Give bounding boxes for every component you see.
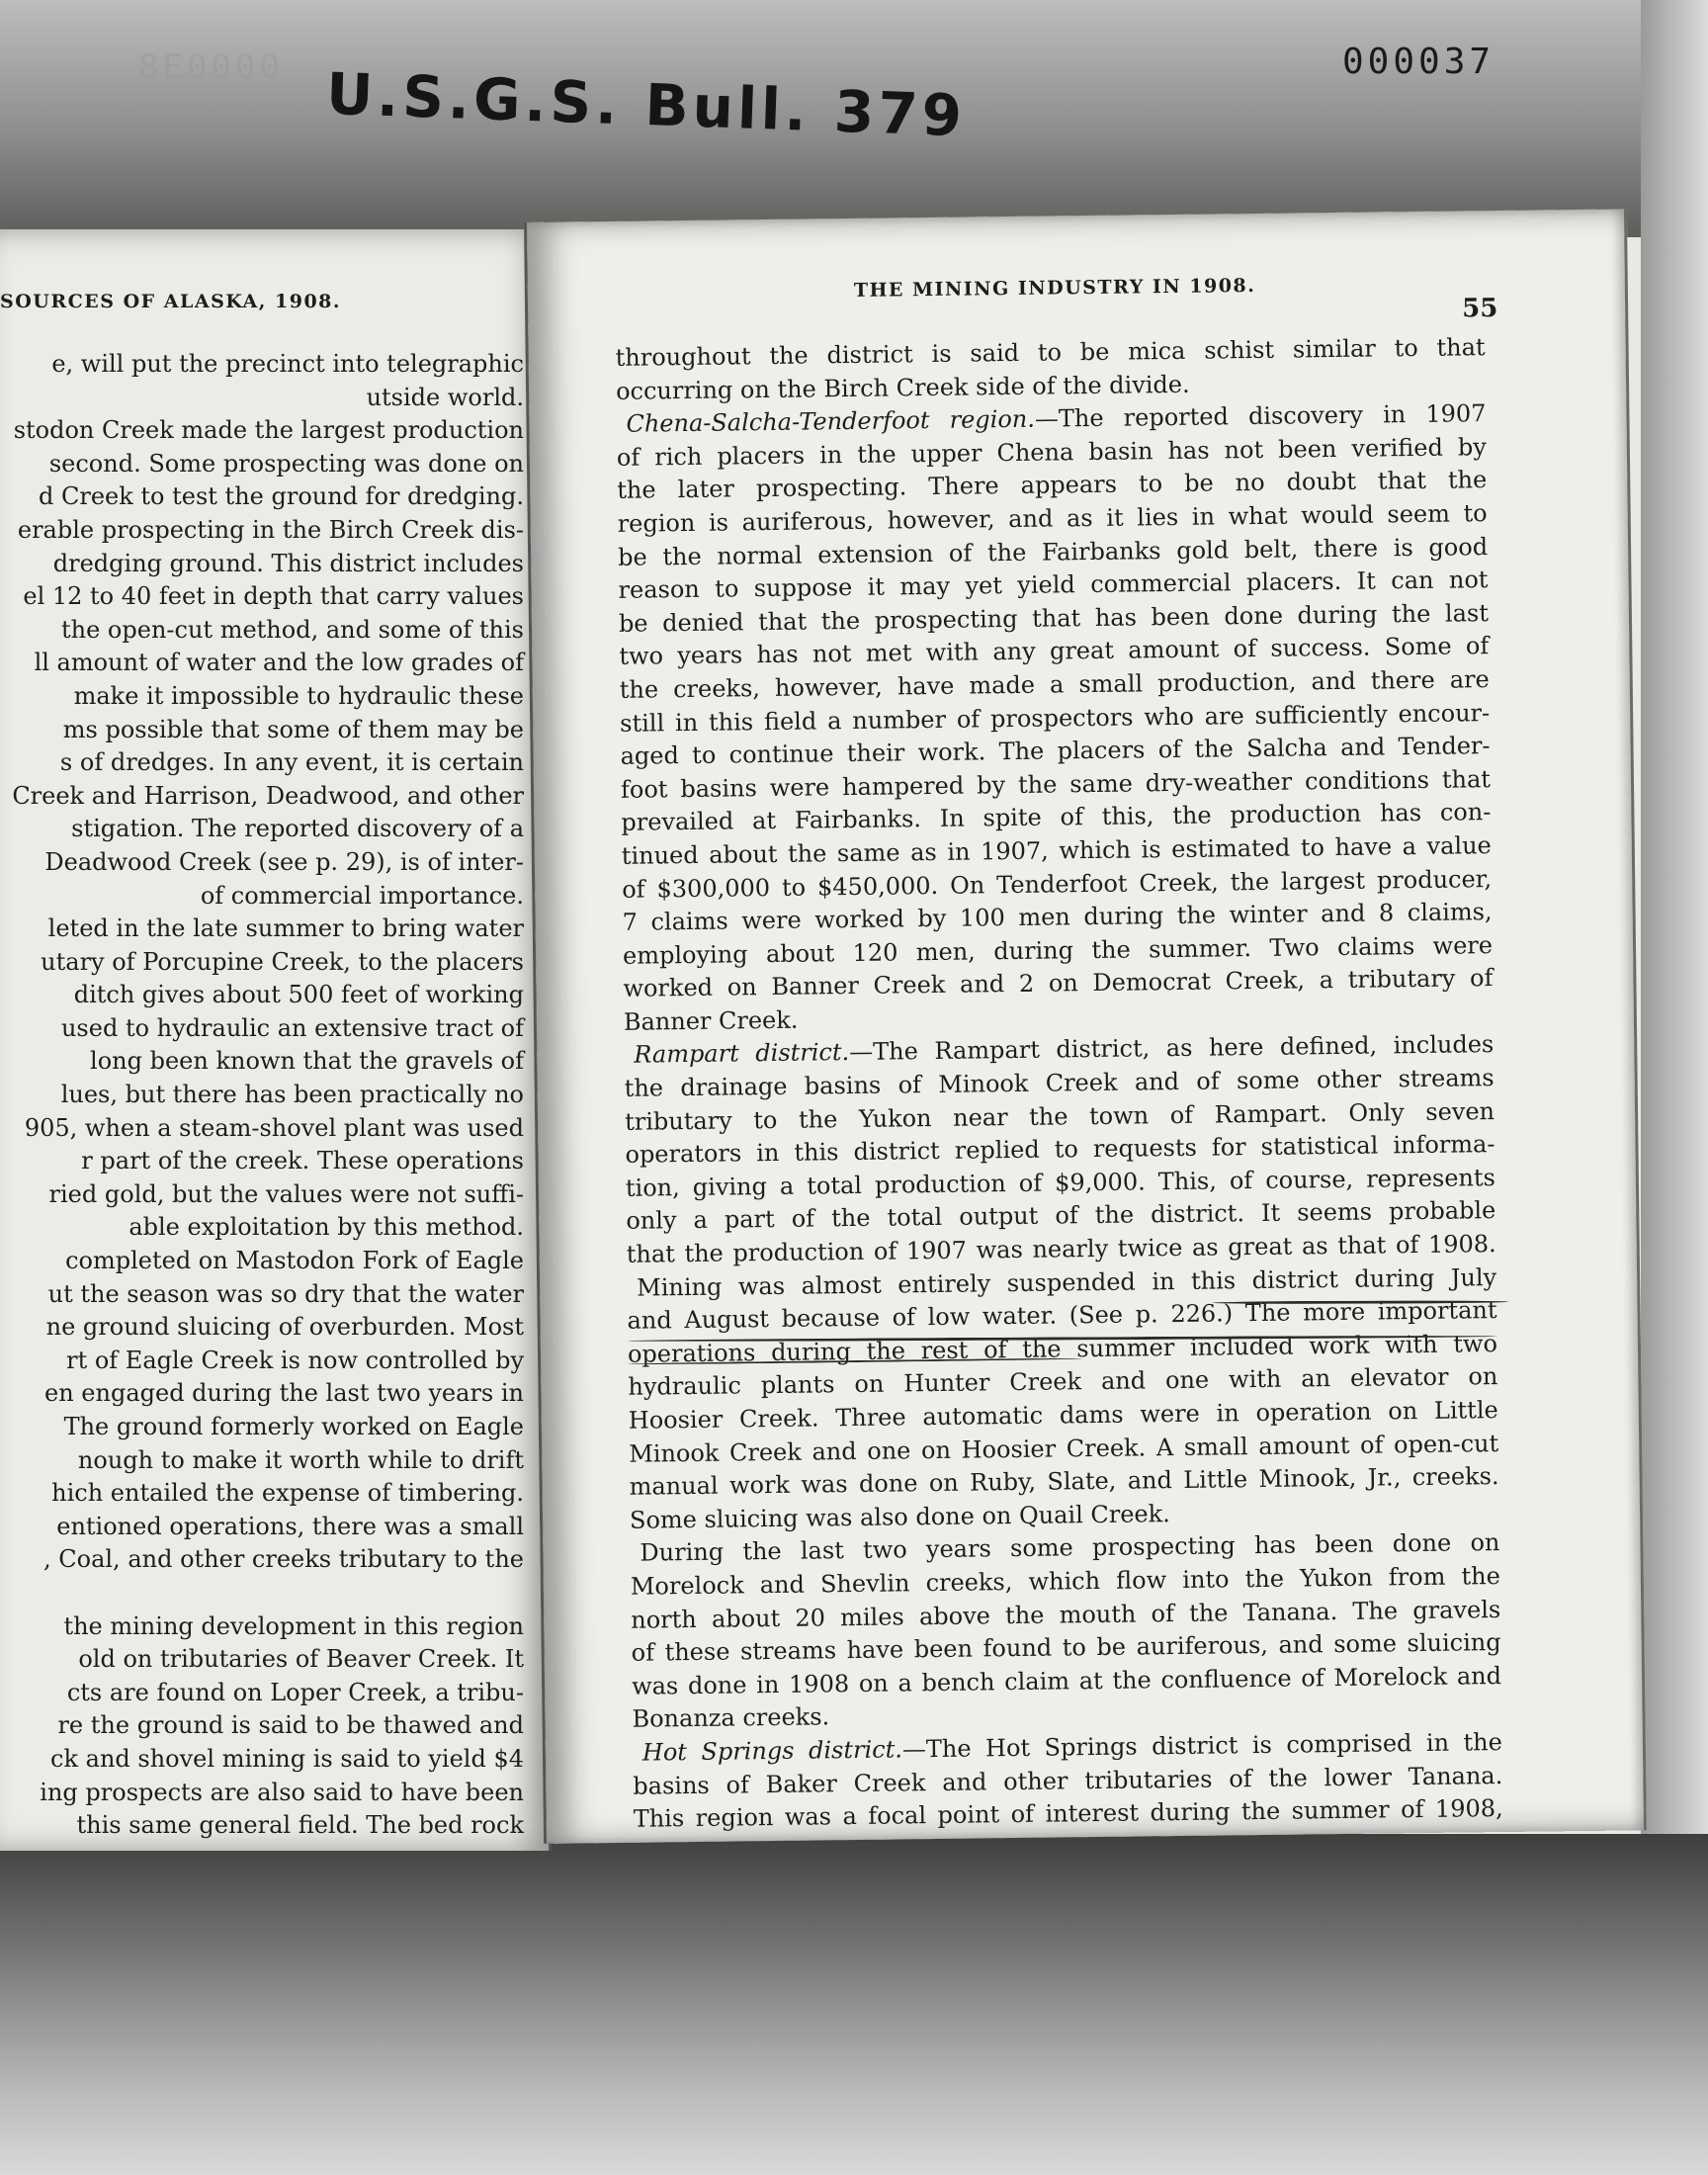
- line-text: Some sluicing was also done on Quail Creek.: [629, 1499, 1171, 1534]
- left-text-line: able exploitation by this method.: [128, 1213, 524, 1242]
- left-text-line: completed on Mastodon Fork of Eagle: [65, 1247, 524, 1275]
- line-text: operators in this district replied to requests for statistical informa-: [625, 1130, 1495, 1170]
- line-text: Minook Creek and one on Hoosier Creek. A small amount of open-cut: [629, 1429, 1499, 1468]
- line-text: Mining was almost entirely suspended in this district during July: [636, 1262, 1497, 1302]
- faded-stamp-number: 8E0000: [138, 47, 284, 87]
- line-text: foot basins were hampered by the same dry-weather conditions that: [620, 764, 1492, 804]
- left-text-line: The ground formerly worked on Eagle: [63, 1413, 524, 1440]
- line-text: that the production of 1907 was nearly twice as great as that of 1908.: [626, 1230, 1496, 1268]
- left-text-line: Creek and Harrison, Deadwood, and other: [12, 781, 524, 810]
- line-text: worked on Banner Creek and 2 on Democrat Creek, a tributary of: [623, 964, 1494, 1003]
- line-text: the creeks, however, have made a small production, and there are: [619, 665, 1490, 704]
- left-text-line: nough to make it worth while to drift: [77, 1445, 524, 1474]
- line-text: reason to suppose it may yet yield commercial placers. It can not: [618, 566, 1489, 605]
- left-text-line: s of dredges. In any event, it is certain: [59, 748, 524, 777]
- left-text-line: lues, but there has been practically no: [60, 1081, 524, 1109]
- left-text-line: ne ground sluicing of overburden. Most: [45, 1313, 524, 1342]
- left-text-line: [0, 1577, 524, 1610]
- left-text-line: 905, when a steam-shovel plant was used: [24, 1113, 524, 1142]
- line-text: tributary to the Yukon near the town of Rampart. Only seven: [624, 1096, 1495, 1136]
- left-text-line: rt of Eagle Creek is now controlled by: [66, 1346, 524, 1374]
- left-text-line: of commercial importance.: [200, 881, 524, 910]
- left-text-line: ditch gives about 500 feet of working: [73, 981, 524, 1009]
- left-text-line: re the ground is said to be thawed and: [57, 1711, 524, 1740]
- line-text: employing about 120 men, during the summer. Two claims were: [622, 930, 1494, 970]
- section-heading: Rampart district.: [634, 1038, 850, 1070]
- line-text: throughout the district is said to be mica schist similar to that: [615, 333, 1486, 372]
- left-text-line: hich entailed the expense of timbering.: [51, 1479, 524, 1508]
- line-text: be the normal extension of the Fairbanks gold belt, there is good: [617, 532, 1489, 571]
- line-text: region is auriferous, however, and as it lies in what would seem to: [617, 499, 1488, 538]
- right-book-page: [524, 209, 1647, 1844]
- line-text: prevailed at Fairbanks. In spite of this, the production has con-: [621, 798, 1492, 837]
- left-text-line: d Creek to test the ground for dredging.: [38, 482, 524, 511]
- left-text-line: used to hydraulic an extensive tract of: [60, 1013, 524, 1042]
- line-text: 7 claims were worked by 100 men during the winter and 8 claims,: [622, 898, 1493, 936]
- left-text-line: erable prospecting in the Birch Creek dis-: [17, 515, 524, 544]
- line-text: During the last two years some prospecting has been done on: [640, 1528, 1500, 1568]
- left-text-line: el 12 to 40 feet in depth that carry values: [23, 582, 524, 611]
- right-page-text: [615, 331, 1502, 1836]
- line-text: of rich placers in the upper Chena basin has not been verified by: [616, 432, 1488, 472]
- left-text-line: dredging ground. This district includes: [52, 549, 524, 577]
- line-text: —The Rampart district, as here defined, includes: [849, 1030, 1494, 1067]
- left-text-line: cts are found on Loper Creek, a tribu-: [66, 1678, 524, 1706]
- left-text-line: second. Some prospecting was done on: [48, 449, 524, 478]
- line-text: the later prospecting. There appears to be no doubt that the: [617, 466, 1488, 505]
- left-text-line: utside world.: [366, 383, 524, 411]
- left-text-line: ing prospects are also said to have been: [40, 1778, 524, 1806]
- line-text: of these streams have been found to be auriferous, and some sluicing: [631, 1628, 1501, 1667]
- line-text: basins of Baker Creek and other tributaries of the lower Tanana.: [633, 1761, 1503, 1800]
- line-text: be denied that the prospecting that has been done during the last: [618, 598, 1490, 638]
- right-running-head: THE MINING INDUSTRY IN 1908.: [853, 274, 1256, 302]
- left-text-line: ms possible that some of them may be: [62, 715, 524, 743]
- left-text-line: Deadwood Creek (see p. 29), is of inter-: [44, 847, 524, 876]
- line-text: Bonanza creeks.: [632, 1702, 830, 1734]
- left-text-line: long been known that the gravels of: [90, 1047, 524, 1076]
- left-text-line: en engaged during the last two years in: [44, 1379, 524, 1408]
- page-number: 55: [1461, 293, 1498, 324]
- left-text-line: e, will put the precinct into telegraphic: [51, 350, 524, 378]
- left-text-line: ll amount of water and the low grades of: [34, 649, 524, 677]
- left-text-line: make it impossible to hydraulic these: [73, 681, 524, 710]
- line-text: the drainage basins of Minook Creek and of some other streams: [624, 1064, 1494, 1102]
- line-text: was done in 1908 on a bench claim at the confluence of Morelock and: [631, 1661, 1502, 1700]
- left-text-line: this same general field. The bed rock: [76, 1811, 524, 1840]
- left-text-line: utary of Porcupine Creek, to the placers: [41, 947, 524, 976]
- left-running-head: SOURCES OF ALASKA, 1908.: [0, 291, 342, 312]
- line-text: manual work was done on Ruby, Slate, and Little Minook, Jr., creeks.: [629, 1462, 1499, 1501]
- scan-shadow-bottom: [0, 1834, 1708, 2175]
- line-text: still in this field a number of prospectors who are sufficiently encour-: [620, 698, 1491, 738]
- line-text: Hoosier Creek. Three automatic dams were in operation on Little: [628, 1396, 1498, 1435]
- left-text-line: entioned operations, there was a small: [56, 1512, 524, 1540]
- section-heading: Chena-Salcha-Tenderfoot region.: [626, 404, 1036, 438]
- line-text: hydraulic plants on Hunter Creek and one with an elevator on: [628, 1362, 1498, 1402]
- left-text-line: stigation. The reported discovery of a: [71, 815, 524, 843]
- section-heading: Hot Springs district.: [641, 1735, 903, 1767]
- line-text: tion, giving a total production of $9,000. This, of course, represents: [625, 1163, 1496, 1202]
- left-book-page: [0, 229, 552, 1851]
- line-text: only a part of the total output of the district. It seems probable: [626, 1196, 1496, 1236]
- archive-stamp-number: 000037: [1342, 42, 1495, 82]
- line-text: two years has not met with any great amount of success. Some of: [619, 632, 1490, 671]
- line-text: Banner Creek.: [623, 1005, 799, 1036]
- left-text-line: leted in the late summer to bring water: [47, 914, 524, 943]
- line-text: north about 20 miles above the mouth of the Tanana. The gravels: [631, 1595, 1501, 1634]
- left-text-line: the mining development in this region: [63, 1611, 524, 1640]
- line-text: This region was a focal point of interest during the summer of 1908,: [633, 1794, 1503, 1833]
- line-text: of $300,000 to $450,000. On Tenderfoot Creek, the largest producer,: [622, 864, 1493, 904]
- left-text-line: ck and shovel mining is said to yield $4: [50, 1744, 524, 1773]
- line-text: aged to continue their work. The placers of the Salcha and Tender-: [620, 732, 1491, 770]
- left-text-line: ut the season was so dry that the water: [47, 1279, 524, 1308]
- left-text-line: r part of the creek. These operations: [81, 1147, 524, 1175]
- left-text-line: old on tributaries of Beaver Creek. It: [78, 1645, 524, 1674]
- left-page-text: [0, 348, 524, 1843]
- left-text-line: , Coal, and other creeks tributary to the: [43, 1545, 524, 1574]
- left-text-line: stodon Creek made the largest production: [13, 416, 524, 445]
- left-text-line: the open-cut method, and some of this: [61, 615, 524, 644]
- handwritten-title-text: U.S.G.S. Bull. 379: [325, 59, 968, 150]
- line-text: —The reported discovery in 1907: [1034, 399, 1487, 433]
- line-text: tinued about the same as in 1907, which is estimated to have a value: [621, 830, 1492, 870]
- line-text: Morelock and Shevlin creeks, which flow into the Yukon from the: [630, 1562, 1500, 1601]
- line-text: operations during the rest of the summer included work with two: [627, 1329, 1498, 1368]
- line-text: —The Hot Springs district is comprised in the: [901, 1727, 1503, 1764]
- line-text: occurring on the Birch Creek side of the divide.: [615, 370, 1190, 405]
- left-text-line: ried gold, but the values were not suffi-: [48, 1179, 524, 1208]
- line-text: and August because of low water. (See p. 226.) The more important: [627, 1296, 1497, 1336]
